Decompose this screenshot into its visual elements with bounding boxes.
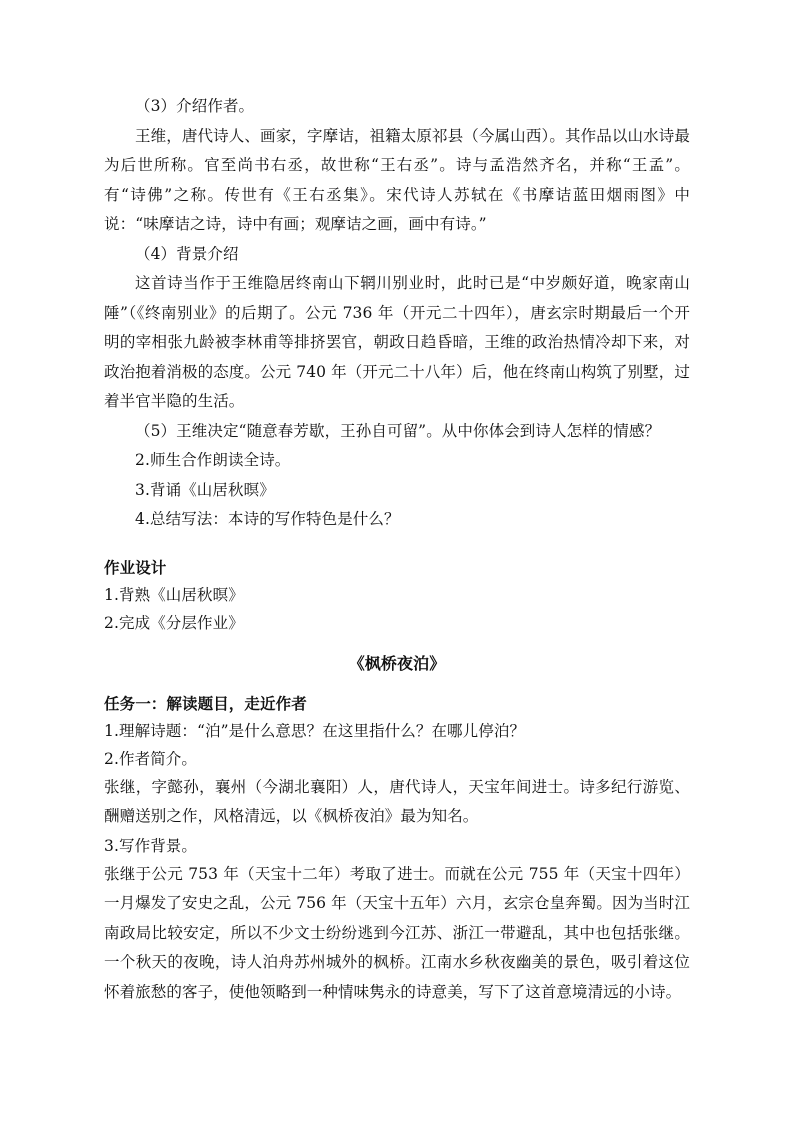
spacer [104, 677, 690, 691]
document-page [104, 92, 690, 1007]
step-summarize: 4.总结写法：本诗的写作特色是什么？ [135, 510, 400, 528]
homework-item-1: 1.背熟《山居秋暝》 [104, 585, 244, 604]
question-title-meaning: 1.理解诗题：“泊”是什么意思？在这里指什么？在哪儿停泊？ [104, 721, 526, 740]
writing-background-label: 3.写作背景。 [104, 836, 197, 855]
writing-background-body: 张继于公元 753 年（天宝十二年）考取了进士。而就在公元 755 年（天宝十四年）一月爆发了安史之乱，公元 756 年（天宝十五年）六月，玄宗仓皇奔蜀。因为当时江南政局比较安定，所以不少文士纷纷逃到今江苏、浙江一带避乱，其中也包括张继。一个秋天的夜晚，诗人泊舟苏州城外的枫桥。江南水乡秋夜幽美的景色，吸引着这位怀着旅愁的客子，使他领略到一种情味隽永的诗意美，写下了这首意境清远的小诗。 [104, 864, 690, 1001]
spacer [104, 637, 690, 651]
zhang-ji-bio: 张继，字懿孙，襄州（今湖北襄阳）人，唐代诗人，天宝年间进士。诗多纪行游览、酬赠送别之作，风格清远，以《枫桥夜泊》最为知名。 [104, 777, 690, 825]
step-recite: 3.背诵《山居秋暝》 [135, 480, 275, 499]
author-section-body: 王维，唐代诗人、画家，字摩诘，祖籍太原祁县（今属山西）。其作品以山水诗最为后世所称。官至尚书右丞，故世称“王右丞”。诗与孟浩然齐名，并称“王孟”。有“诗佛”之称。传世有《王右丞集》。宋代诗人苏轼在《书摩诘蓝田烟雨图》中说：“味摩诘之诗，诗中有画；观摩诘之画，画中有诗。” [104, 126, 690, 233]
homework-item-2: 2.完成《分层作业》 [104, 613, 244, 632]
background-section-body: 这首诗当作于王维隐居终南山下辋川别业时，此时已是“中岁颇好道，晚家南山陲”（《终南别业》的后期了。公元 736 年（开元二十四年），唐玄宗时期最后一个开明的宰相张九龄被李林甫等排挤罢官，朝政日趋昏暗，王维的政治热情冷却下来，对政治抱着消极的态度。公元 740 年（开元二十八年）后，他在终南山构筑了别墅，过着半官半隐的生活。 [104, 274, 690, 410]
homework-heading: 作业设计 [104, 558, 167, 577]
poem-title: 《枫桥夜泊》 [348, 653, 446, 673]
question-5: （5）王维决定“随意春芳歇，王孙自可留”。从中你体会到诗人怎样的情感？ [135, 421, 661, 440]
spacer [104, 535, 690, 555]
background-section-heading: （4）背景介绍 [135, 244, 239, 263]
task1-heading: 任务一：解读题目，走近作者 [104, 694, 307, 713]
author-section-heading: （3）介绍作者。 [135, 97, 255, 115]
step-read-aloud: 2.师生合作朗读全诗。 [135, 451, 291, 469]
author-intro-label: 2.作者简介。 [104, 749, 197, 768]
